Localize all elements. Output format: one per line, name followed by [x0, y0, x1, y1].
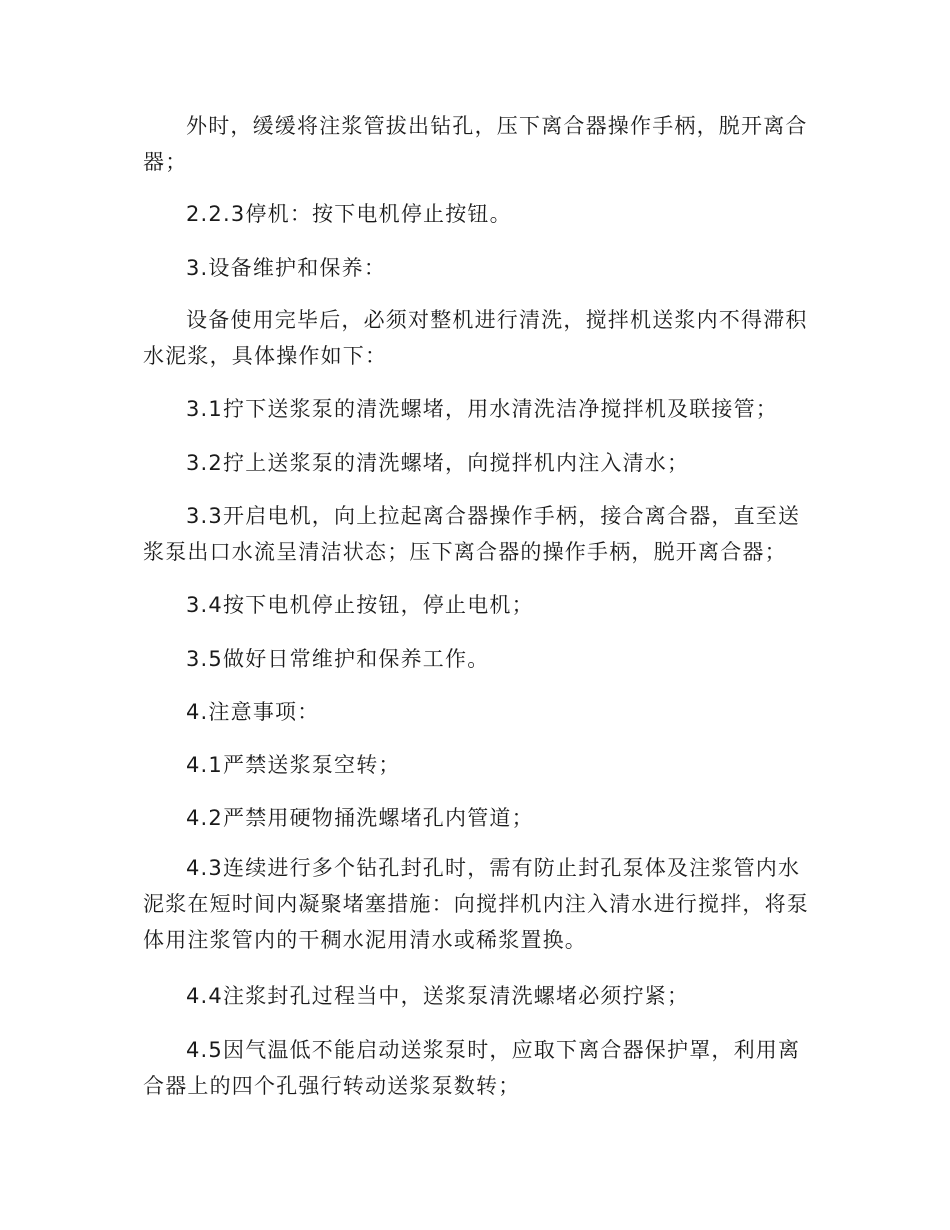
heading-4-precautions: 4.注意事项：: [186, 700, 320, 724]
paragraph-3-5: 3.5做好日常维护和保养工作。: [186, 647, 490, 671]
paragraph-4-3: 4.3连续进行多个钻孔封孔时，需有防止封孔泵体及注浆管内水泥浆在短时间内凝聚堵塞措施：向搅拌机内注入清水进行搅拌，将泵体用注浆管内的干稠水泥用清水或稀浆置换。: [143, 856, 809, 952]
paragraph-3-3: 3.3开启电机，向上拉起离合器操作手柄，接合离合器，直至送浆泵出口水流呈清洁状态；压下离合器的操作手柄，脱开离合器；: [143, 504, 801, 564]
paragraph-4-5: 4.5因气温低不能启动送浆泵时，应取下离合器保护罩，利用离合器上的四个孔强行转动送浆泵数转；: [143, 1038, 801, 1098]
heading-3-maintenance: 3.设备维护和保养：: [186, 256, 387, 280]
paragraph-cleaning-intro: 设备使用完毕后，必须对整机进行清洗，搅拌机送浆内不得滞积水泥浆，具体操作如下：: [143, 308, 808, 368]
paragraph-disengage-clutch: 外时，缓缓将注浆管拔出钻孔，压下离合器操作手柄，脱开离合器；: [143, 114, 808, 174]
paragraph-2-2-3-stop: 2.2.3停机：按下电机停止按钮。: [186, 202, 512, 226]
paragraph-3-2: 3.2拧上送浆泵的清洗螺堵，向搅拌机内注入清水；: [186, 451, 690, 475]
paragraph-3-4: 3.4按下电机停止按钮，停止电机；: [186, 593, 534, 617]
paragraph-4-4: 4.4注浆封孔过程当中，送浆泵清洗螺堵必须拧紧；: [186, 984, 690, 1008]
paragraph-3-1: 3.1拧下送浆泵的清洗螺堵，用水清洗洁净搅拌机及联接管；: [186, 397, 778, 421]
paragraph-4-1: 4.1严禁送浆泵空转；: [186, 753, 401, 777]
paragraph-4-2: 4.2严禁用硬物捅洗螺堵孔内管道；: [186, 806, 534, 830]
